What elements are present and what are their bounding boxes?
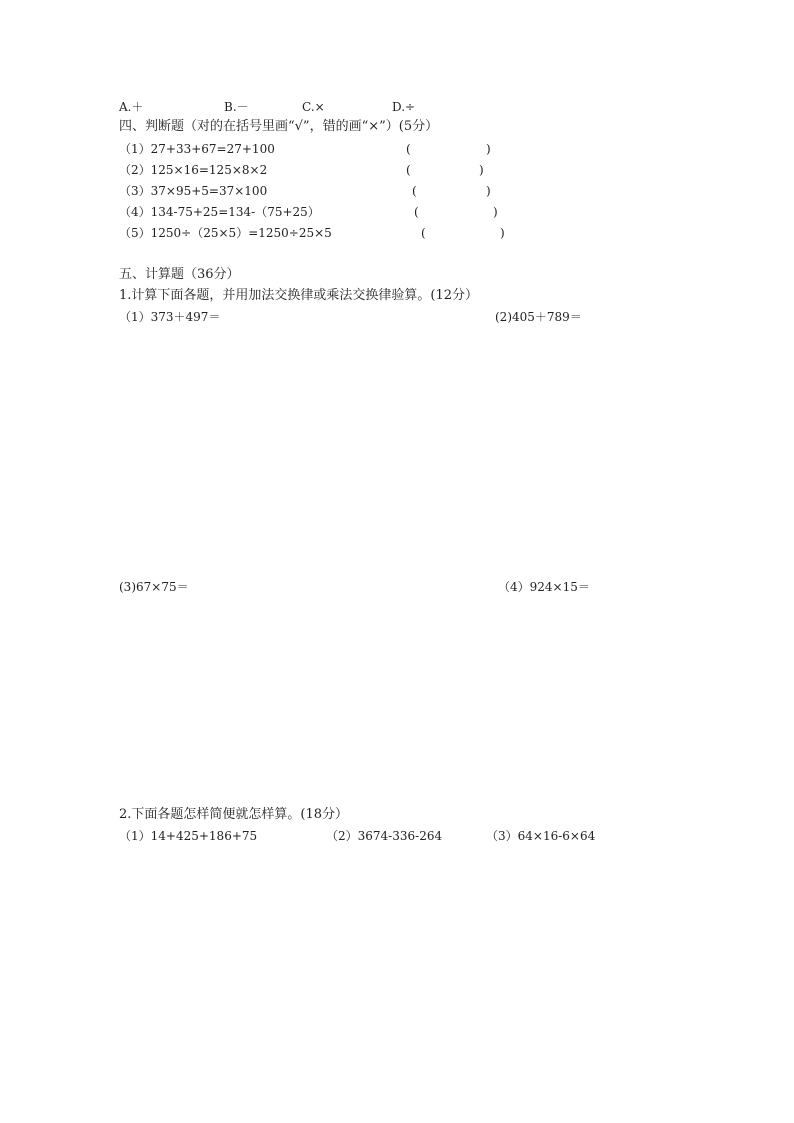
judge-item-4: （4）134-75+25=134-（75+25） [119, 205, 320, 219]
option-a: A.＋ [119, 100, 144, 114]
simplify-q2: （2）3674-336-264 [326, 829, 443, 843]
option-d: D.÷ [392, 100, 416, 114]
calc-q1: （1）373＋497＝ [119, 310, 221, 324]
section4-title: 四、判断题（对的在括号里画“√”，错的画“×”）(5分） [119, 119, 439, 134]
answer-paren-open-2: ( [406, 163, 411, 177]
section5-title: 五、计算题（36分） [119, 267, 240, 282]
judge-item-1: （1）27+33+67=27+100 [119, 142, 275, 156]
answer-paren-close-5: ) [500, 226, 505, 240]
answer-paren-close-1: ) [486, 142, 491, 156]
calc-q3: (3)67×75＝ [119, 580, 189, 594]
answer-paren-open-5: ( [421, 226, 426, 240]
calc-q2: (2)405＋789＝ [495, 310, 582, 324]
answer-paren-open-4: ( [414, 205, 419, 219]
answer-paren-open-1: ( [406, 142, 411, 156]
option-b: B.－ [224, 100, 249, 114]
part1-title: 1.计算下面各题，并用加法交换律或乘法交换律验算。(12分） [119, 288, 479, 303]
simplify-q3: （3）64×16-6×64 [486, 829, 596, 843]
option-c: C.× [302, 100, 325, 114]
simplify-q1: （1）14+425+186+75 [119, 829, 258, 843]
judge-item-3: （3）37×95+5=37×100 [119, 184, 268, 198]
answer-paren-close-3: ) [486, 184, 491, 198]
answer-paren-close-4: ) [493, 205, 498, 219]
judge-item-5: （5）1250÷（25×5）=1250÷25×5 [119, 226, 332, 240]
judge-item-2: （2）125×16=125×8×2 [119, 163, 268, 177]
answer-paren-open-3: ( [412, 184, 417, 198]
calc-q4: （4）924×15＝ [498, 580, 590, 594]
answer-paren-close-2: ) [479, 163, 484, 177]
part2-title: 2.下面各题怎样简便就怎样算。(18分） [119, 807, 349, 822]
